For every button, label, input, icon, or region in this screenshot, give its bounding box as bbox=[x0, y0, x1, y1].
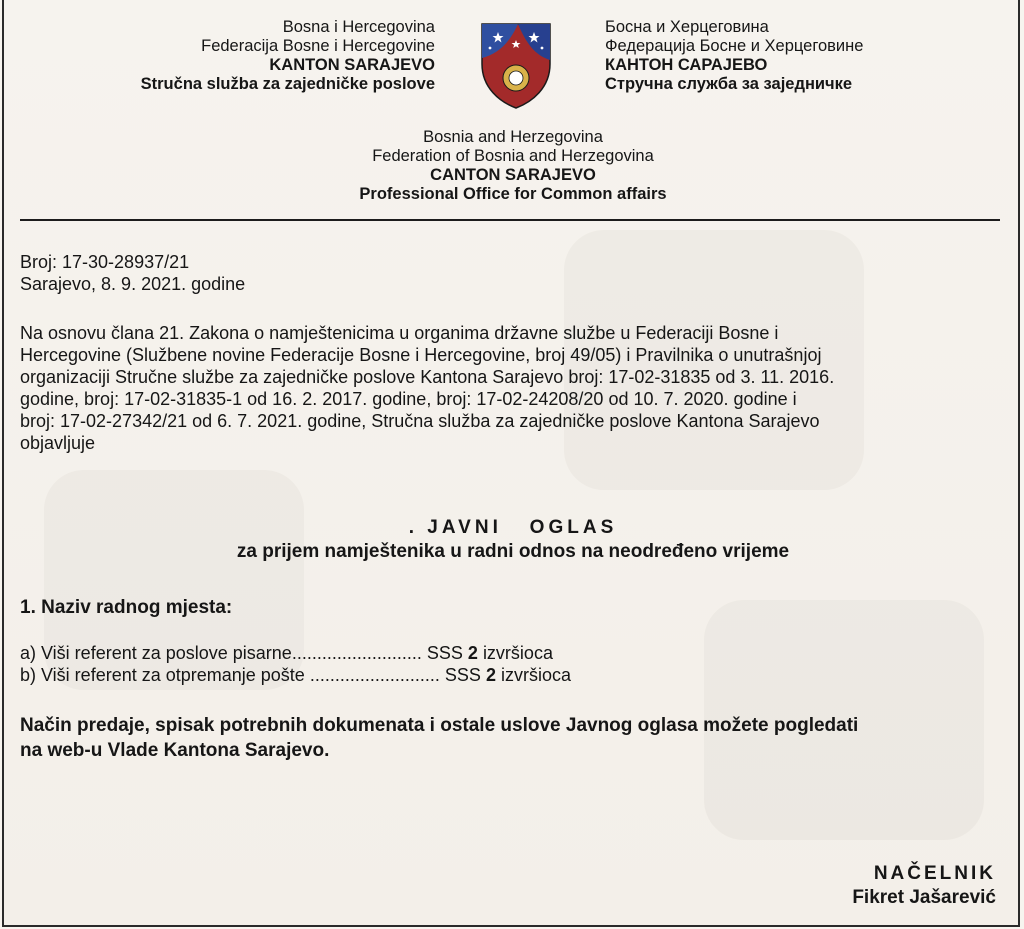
header-right-line3: КАНТОН САРАЈЕВО bbox=[605, 56, 768, 74]
header-right-line4: Стручна служба за заједничке bbox=[605, 75, 853, 93]
header-center-line4: Professional Office for Common affairs bbox=[359, 185, 667, 203]
position-count: 2 bbox=[485, 665, 496, 685]
note-line: na web-u Vlade Kantona Sarajevo. bbox=[20, 740, 330, 761]
position-level: SSS bbox=[426, 643, 463, 663]
section-heading: 1. Naziv radnog mjesta: bbox=[20, 597, 233, 618]
position-dots: .......................... bbox=[291, 643, 422, 663]
position-item bbox=[20, 664, 1005, 686]
header-left-line2: Federacija Bosne i Hercegovine bbox=[201, 37, 435, 55]
header-left-line3: KANTON SARAJEVO bbox=[269, 56, 435, 74]
header-left-line1: Bosna i Hercegovina bbox=[282, 18, 435, 36]
preamble-line: Hercegovine (Službene novine Federacije Bosne i Hercegovine, broj 49/05) i Pravilnika o unutrašnjoj bbox=[20, 345, 822, 365]
reference-block bbox=[20, 251, 1005, 295]
header-english bbox=[4, 128, 1022, 204]
position-unit: izvršioca bbox=[500, 665, 571, 685]
header-center-line2: Federation of Bosnia and Herzegovina bbox=[372, 147, 654, 165]
position-unit: izvršioca bbox=[482, 643, 553, 663]
preamble-line: godine, broj: 17-02-31835-1 od 16. 2. 2017. godine, broj: 17-02-24208/20 od 10. 7. 2020. godine i bbox=[20, 389, 797, 409]
header-right-line2: Федерација Босне и Херцеговине bbox=[605, 37, 864, 55]
preamble-line: objavljuje bbox=[20, 433, 96, 453]
header-bosnian-latin bbox=[141, 18, 435, 94]
header-left-line4: Stručna služba za zajedničke poslove bbox=[140, 75, 435, 93]
signature-title: NAČELNIK bbox=[873, 863, 996, 884]
notice-subtitle: za prijem namještenika u radni odnos na neodređeno vrijeme bbox=[236, 541, 790, 562]
position-count: 2 bbox=[467, 643, 478, 663]
preamble-line: Na osnovu člana 21. Zakona o namještenicima u organima državne službe u Federaciji Bosne i bbox=[20, 323, 779, 343]
position-label: b) Viši referent za otpremanje pošte bbox=[20, 665, 305, 685]
position-item bbox=[20, 642, 1005, 664]
header-center-line1: Bosnia and Herzegovina bbox=[423, 128, 603, 146]
preamble-line: broj: 17-02-27342/21 od 6. 7. 2021. godine, Stručna služba za zajedničke poslove Kantona Sarajevo bbox=[20, 411, 820, 431]
header-cyrillic bbox=[605, 18, 863, 94]
canton-sarajevo-coat-of-arms-icon bbox=[478, 20, 554, 110]
reference-number: Broj: 17-30-28937/21 bbox=[20, 252, 190, 272]
public-notice-page bbox=[2, 0, 1020, 927]
header-right-line1: Босна и Херцеговина bbox=[605, 18, 769, 36]
header-divider bbox=[20, 219, 1000, 221]
reference-date: Sarajevo, 8. 9. 2021. godine bbox=[20, 274, 246, 294]
position-dots: .......................... bbox=[309, 665, 440, 685]
position-label: a) Viši referent za poslove pisarne bbox=[20, 643, 292, 663]
preamble-line: organizaciji Stručne službe za zajedničke poslove Kantona Sarajevo broj: 17-02-31835 od 3. 11. 2016. bbox=[20, 367, 835, 387]
preamble-paragraph bbox=[20, 322, 1005, 454]
signature-name: Fikret Jašarević bbox=[852, 887, 996, 908]
notice-title: . JAVNI OGLAS bbox=[408, 517, 618, 538]
positions-list bbox=[20, 642, 1005, 686]
header-center-line3: CANTON SARAJEVO bbox=[430, 166, 596, 184]
position-level: SSS bbox=[444, 665, 481, 685]
note-line: Način predaje, spisak potrebnih dokumenata i ostale uslove Javnog oglasa možete pogledati bbox=[20, 715, 859, 736]
submission-note bbox=[20, 713, 1005, 763]
